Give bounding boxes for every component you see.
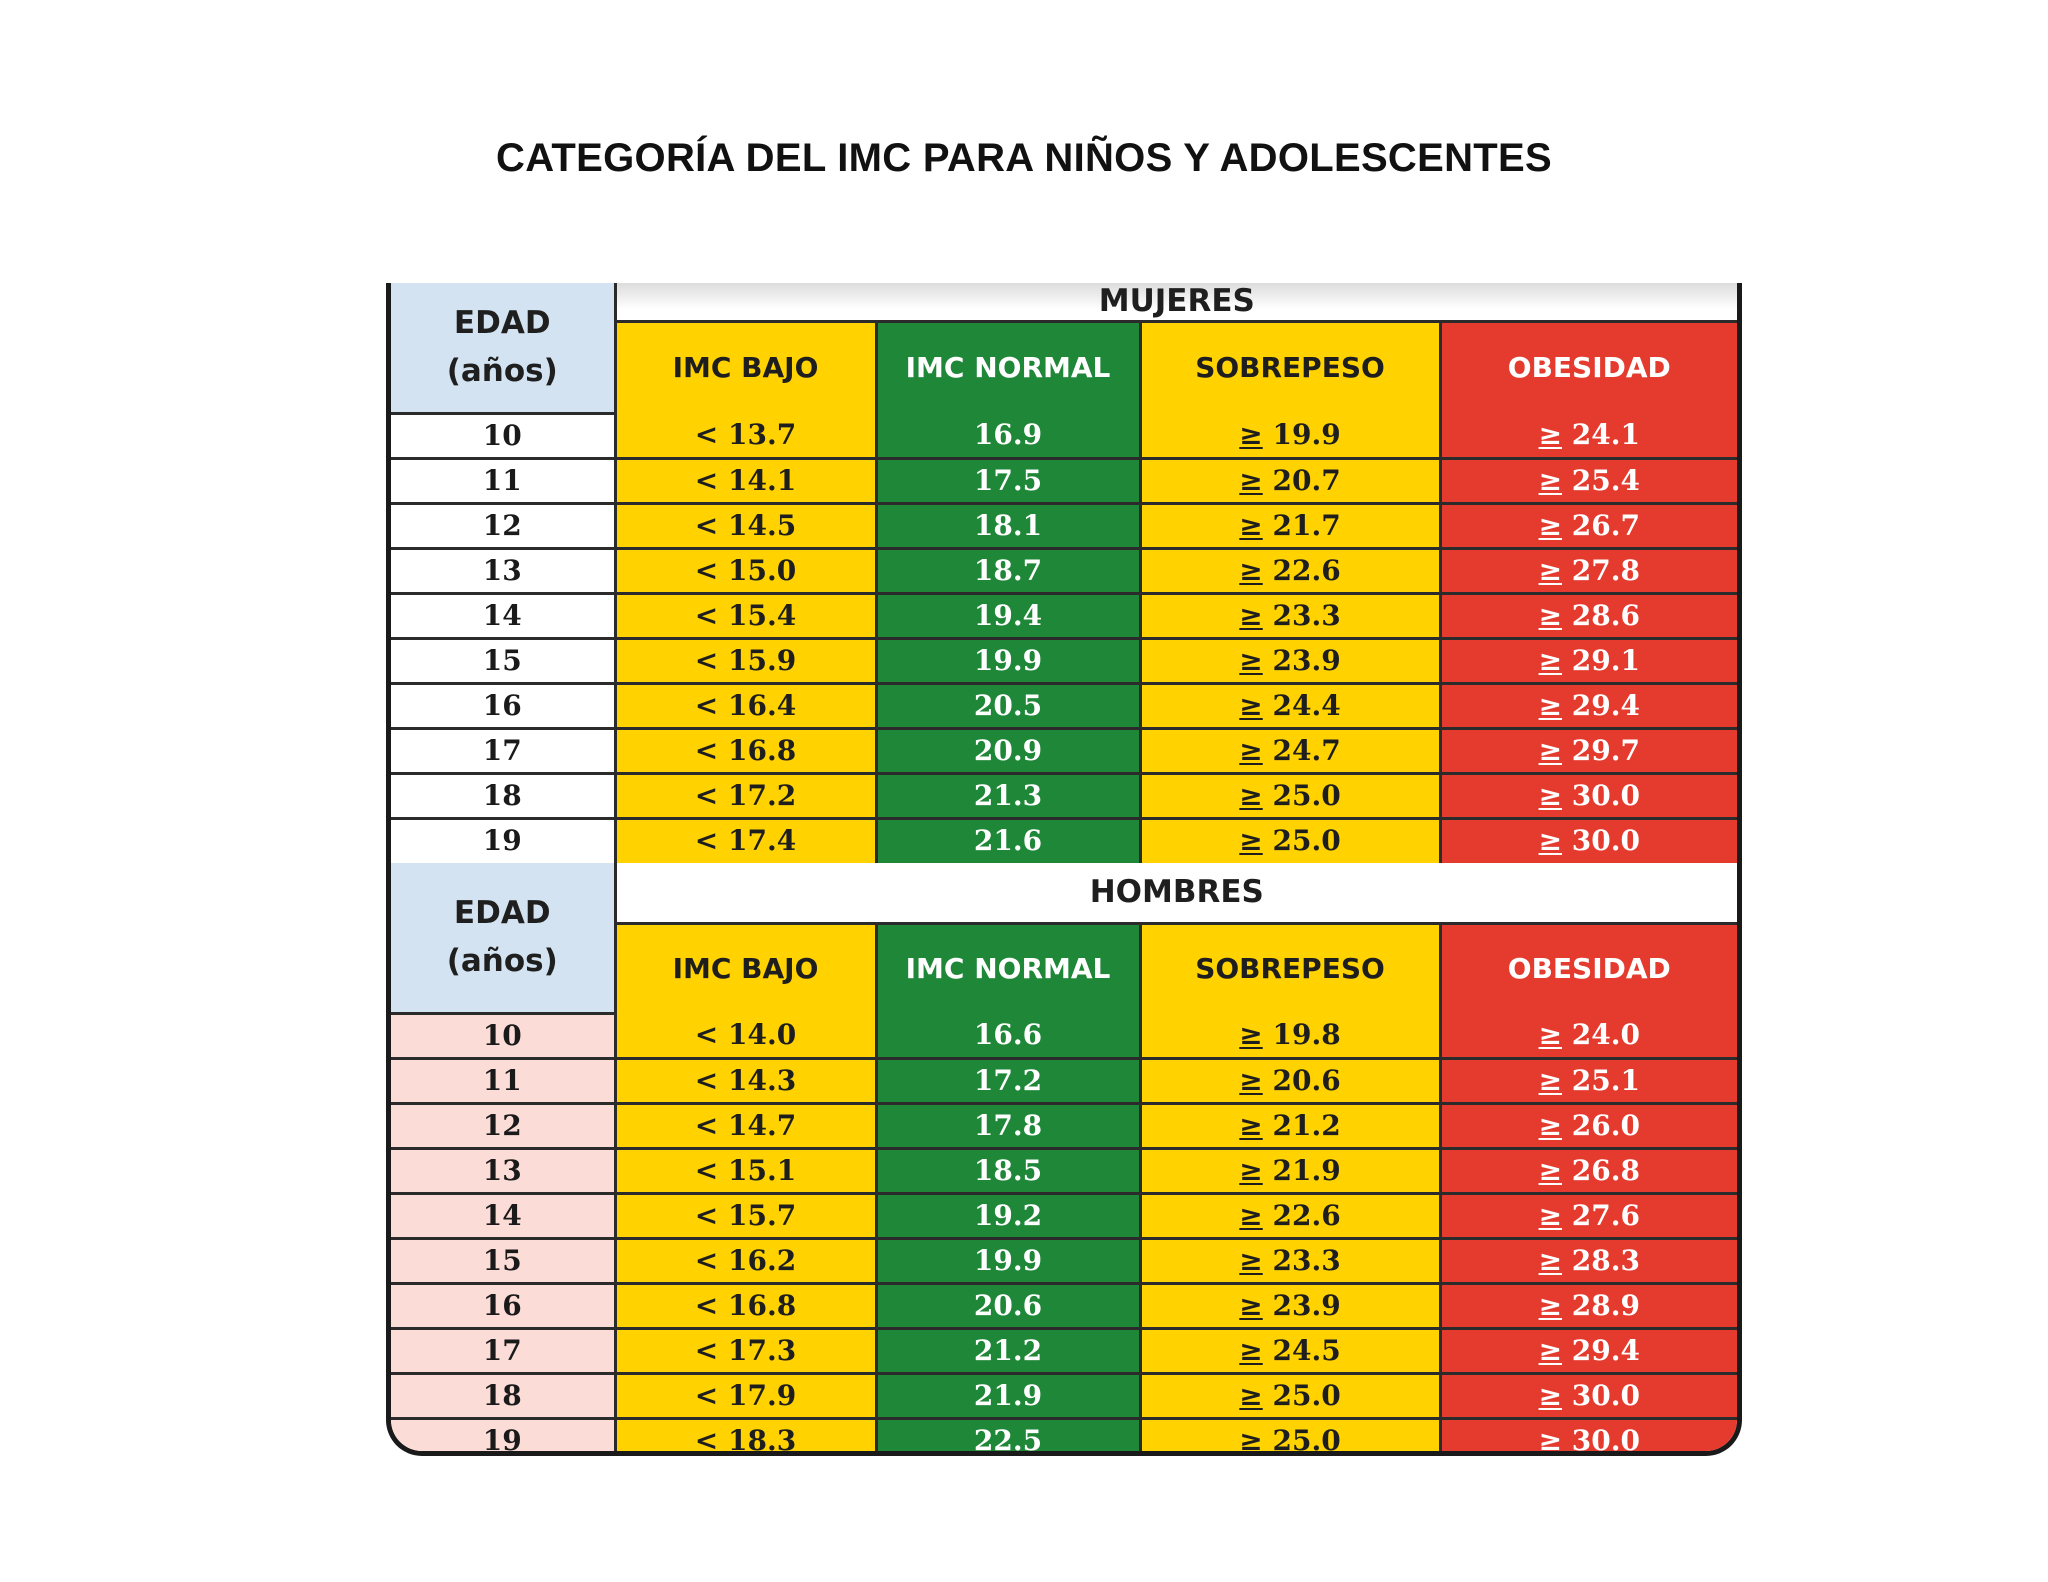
ge-symbol: ≥ xyxy=(1538,688,1563,722)
imc-normal-cell: 16.6 xyxy=(876,1013,1140,1058)
sobrepeso-cell xyxy=(1140,683,1440,728)
sobrepeso-cell xyxy=(1140,1418,1440,1456)
sobrepeso-value: 22.6 xyxy=(1272,553,1341,587)
ge-symbol: ≥ xyxy=(1239,1198,1263,1232)
imc-normal-cell: 21.9 xyxy=(876,1373,1140,1418)
age-cell: 14 xyxy=(391,593,615,638)
sobrepeso-cell xyxy=(1140,1283,1440,1328)
sobrepeso-value: 23.3 xyxy=(1272,1243,1341,1277)
hombres-row-17 xyxy=(391,1328,1737,1373)
obesidad-value: 27.6 xyxy=(1571,1198,1640,1232)
age-header-anos: (años) xyxy=(446,353,558,390)
obesidad-cell xyxy=(1440,1283,1737,1328)
sobrepeso-value: 22.6 xyxy=(1272,1198,1341,1232)
obesidad-cell xyxy=(1440,413,1737,458)
imc-normal-cell: 20.5 xyxy=(876,683,1140,728)
imc-normal-cell: 21.6 xyxy=(876,818,1140,863)
ge-symbol: ≥ xyxy=(1538,1198,1563,1232)
imc-bajo-cell: < 18.3 xyxy=(615,1418,876,1456)
mujeres-row-19 xyxy=(391,818,1737,863)
age-cell: 14 xyxy=(391,1193,615,1238)
ge-symbol: ≥ xyxy=(1538,824,1563,858)
age-cell: 19 xyxy=(391,818,615,863)
hombres-col-obesidad: OBESIDAD xyxy=(1440,923,1737,1013)
ge-symbol: ≥ xyxy=(1538,1243,1563,1277)
obesidad-value: 26.8 xyxy=(1571,1153,1640,1187)
obesidad-cell xyxy=(1440,818,1737,863)
sobrepeso-cell xyxy=(1140,1013,1440,1058)
mujeres-header: MUJERES xyxy=(615,283,1737,321)
sobrepeso-value: 19.9 xyxy=(1272,417,1341,451)
imc-normal-cell: 18.5 xyxy=(876,1148,1140,1193)
age-header-edad: EDAD xyxy=(453,305,551,342)
age-cell: 18 xyxy=(391,773,615,818)
sobrepeso-cell xyxy=(1140,728,1440,773)
imc-bajo-cell: < 14.1 xyxy=(615,458,876,503)
imc-normal-cell: 19.2 xyxy=(876,1193,1140,1238)
ge-symbol: ≥ xyxy=(1239,688,1263,722)
imc-bajo-cell: < 16.4 xyxy=(615,683,876,728)
imc-bajo-cell: < 15.7 xyxy=(615,1193,876,1238)
sobrepeso-cell xyxy=(1140,1373,1440,1418)
hombres-row-11 xyxy=(391,1058,1737,1103)
mujeres-row-10 xyxy=(391,413,1737,458)
obesidad-cell xyxy=(1440,1373,1737,1418)
imc-normal-cell: 17.5 xyxy=(876,458,1140,503)
ge-symbol: ≥ xyxy=(1538,463,1563,497)
ge-symbol: ≥ xyxy=(1239,1378,1263,1412)
obesidad-value: 29.1 xyxy=(1571,643,1640,677)
obesidad-cell xyxy=(1440,683,1737,728)
hombres-row-14 xyxy=(391,1193,1737,1238)
obesidad-value: 28.3 xyxy=(1571,1243,1640,1277)
obesidad-cell xyxy=(1440,728,1737,773)
obesidad-value: 29.7 xyxy=(1571,733,1640,767)
age-header-edad: EDAD xyxy=(453,895,551,932)
ge-symbol: ≥ xyxy=(1538,733,1563,767)
age-cell: 16 xyxy=(391,1283,615,1328)
sobrepeso-cell xyxy=(1140,503,1440,548)
bmi-table xyxy=(386,283,1742,1456)
age-cell: 15 xyxy=(391,638,615,683)
hombres-col-imc-bajo: IMC BAJO xyxy=(615,923,876,1013)
imc-bajo-cell: < 17.9 xyxy=(615,1373,876,1418)
mujeres-col-obesidad: OBESIDAD xyxy=(1440,321,1737,413)
hombres-row-18 xyxy=(391,1373,1737,1418)
mujeres-row-11 xyxy=(391,458,1737,503)
ge-symbol: ≥ xyxy=(1538,1288,1563,1322)
sobrepeso-value: 21.7 xyxy=(1272,508,1341,542)
sobrepeso-cell xyxy=(1140,593,1440,638)
sobrepeso-value: 24.5 xyxy=(1272,1333,1341,1367)
imc-bajo-cell: < 15.9 xyxy=(615,638,876,683)
ge-symbol: ≥ xyxy=(1239,553,1263,587)
hombres-row-13 xyxy=(391,1148,1737,1193)
imc-normal-cell: 19.9 xyxy=(876,638,1140,683)
obesidad-cell xyxy=(1440,1193,1737,1238)
sobrepeso-value: 24.7 xyxy=(1272,733,1341,767)
mujeres-row-15 xyxy=(391,638,1737,683)
obesidad-cell xyxy=(1440,503,1737,548)
obesidad-value: 29.4 xyxy=(1571,1333,1640,1367)
imc-bajo-cell: < 17.2 xyxy=(615,773,876,818)
obesidad-cell xyxy=(1440,1058,1737,1103)
ge-symbol: ≥ xyxy=(1239,1424,1263,1456)
hombres-row-12 xyxy=(391,1103,1737,1148)
imc-normal-cell: 16.9 xyxy=(876,413,1140,458)
imc-normal-cell: 17.8 xyxy=(876,1103,1140,1148)
mujeres-age-header xyxy=(391,283,615,413)
imc-bajo-cell: < 17.3 xyxy=(615,1328,876,1373)
mujeres-row-16 xyxy=(391,683,1737,728)
ge-symbol: ≥ xyxy=(1239,1243,1263,1277)
obesidad-value: 30.0 xyxy=(1571,824,1640,858)
imc-bajo-cell: < 14.0 xyxy=(615,1013,876,1058)
imc-bajo-cell: < 14.7 xyxy=(615,1103,876,1148)
ge-symbol: ≥ xyxy=(1239,598,1263,632)
page-title: CATEGORÍA DEL IMC PARA NIÑOS Y ADOLESCENTES xyxy=(496,136,1552,180)
sobrepeso-value: 25.0 xyxy=(1272,1378,1341,1412)
mujeres-row-13 xyxy=(391,548,1737,593)
mujeres-col-imc-bajo: IMC BAJO xyxy=(615,321,876,413)
sobrepeso-value: 25.0 xyxy=(1272,778,1341,812)
hombres-col-imc-normal: IMC NORMAL xyxy=(876,923,1140,1013)
imc-normal-cell: 19.4 xyxy=(876,593,1140,638)
mujeres-col-sobrepeso: SOBREPESO xyxy=(1140,321,1440,413)
age-header-anos: (años) xyxy=(446,943,558,980)
ge-symbol: ≥ xyxy=(1538,1017,1563,1051)
obesidad-value: 24.0 xyxy=(1571,1017,1640,1051)
sobrepeso-cell xyxy=(1140,1328,1440,1373)
sobrepeso-cell xyxy=(1140,1238,1440,1283)
obesidad-value: 30.0 xyxy=(1571,778,1640,812)
age-cell: 18 xyxy=(391,1373,615,1418)
ge-symbol: ≥ xyxy=(1538,417,1563,451)
sobrepeso-cell xyxy=(1140,1193,1440,1238)
age-cell: 10 xyxy=(391,413,615,458)
obesidad-value: 30.0 xyxy=(1571,1378,1640,1412)
ge-symbol: ≥ xyxy=(1239,1017,1263,1051)
obesidad-cell xyxy=(1440,1148,1737,1193)
age-cell: 11 xyxy=(391,1058,615,1103)
sobrepeso-value: 23.9 xyxy=(1272,643,1341,677)
imc-normal-cell: 18.1 xyxy=(876,503,1140,548)
ge-symbol: ≥ xyxy=(1538,1378,1563,1412)
age-cell: 12 xyxy=(391,1103,615,1148)
sobrepeso-cell xyxy=(1140,1058,1440,1103)
obesidad-cell xyxy=(1440,1328,1737,1373)
imc-normal-cell: 17.2 xyxy=(876,1058,1140,1103)
imc-bajo-cell: < 16.8 xyxy=(615,1283,876,1328)
hombres-col-sobrepeso: SOBREPESO xyxy=(1140,923,1440,1013)
obesidad-cell xyxy=(1440,638,1737,683)
ge-symbol: ≥ xyxy=(1239,778,1263,812)
mujeres-row-18 xyxy=(391,773,1737,818)
sobrepeso-cell xyxy=(1140,458,1440,503)
imc-normal-cell: 20.9 xyxy=(876,728,1140,773)
ge-symbol: ≥ xyxy=(1239,1108,1263,1142)
age-cell: 13 xyxy=(391,1148,615,1193)
imc-normal-cell: 21.2 xyxy=(876,1328,1140,1373)
obesidad-value: 29.4 xyxy=(1571,688,1640,722)
mujeres-rows xyxy=(391,413,1737,863)
obesidad-value: 24.1 xyxy=(1571,417,1640,451)
sobrepeso-value: 23.3 xyxy=(1272,598,1341,632)
ge-symbol: ≥ xyxy=(1538,1063,1563,1097)
imc-bajo-cell: < 15.4 xyxy=(615,593,876,638)
obesidad-cell xyxy=(1440,1013,1737,1058)
imc-bajo-cell: < 16.2 xyxy=(615,1238,876,1283)
obesidad-cell xyxy=(1440,1103,1737,1148)
sobrepeso-cell xyxy=(1140,1103,1440,1148)
hombres-row-15 xyxy=(391,1238,1737,1283)
age-cell: 17 xyxy=(391,1328,615,1373)
ge-symbol: ≥ xyxy=(1239,508,1263,542)
imc-bajo-cell: < 14.5 xyxy=(615,503,876,548)
age-cell: 19 xyxy=(391,1418,615,1456)
bmi-table-grid xyxy=(391,283,1737,1456)
ge-symbol: ≥ xyxy=(1239,1063,1263,1097)
obesidad-cell xyxy=(1440,773,1737,818)
mujeres-section xyxy=(391,283,1737,413)
imc-bajo-cell: < 13.7 xyxy=(615,413,876,458)
obesidad-value: 25.1 xyxy=(1571,1063,1640,1097)
sobrepeso-cell xyxy=(1140,773,1440,818)
sobrepeso-cell xyxy=(1140,413,1440,458)
sobrepeso-cell xyxy=(1140,818,1440,863)
obesidad-value: 25.4 xyxy=(1571,463,1640,497)
ge-symbol: ≥ xyxy=(1239,1153,1263,1187)
hombres-rows xyxy=(391,1013,1737,1456)
obesidad-cell xyxy=(1440,593,1737,638)
mujeres-row-17 xyxy=(391,728,1737,773)
imc-normal-cell: 22.5 xyxy=(876,1418,1140,1456)
obesidad-cell xyxy=(1440,458,1737,503)
hombres-row-19 xyxy=(391,1418,1737,1456)
mujeres-row-12 xyxy=(391,503,1737,548)
ge-symbol: ≥ xyxy=(1239,1333,1263,1367)
ge-symbol: ≥ xyxy=(1538,778,1563,812)
age-cell: 15 xyxy=(391,1238,615,1283)
ge-symbol: ≥ xyxy=(1538,1424,1563,1456)
sobrepeso-value: 20.7 xyxy=(1272,463,1341,497)
sobrepeso-value: 21.9 xyxy=(1272,1153,1341,1187)
hombres-row-16 xyxy=(391,1283,1737,1328)
obesidad-value: 26.7 xyxy=(1571,508,1640,542)
sobrepeso-cell xyxy=(1140,548,1440,593)
obesidad-value: 30.0 xyxy=(1571,1424,1640,1456)
imc-normal-cell: 19.9 xyxy=(876,1238,1140,1283)
hombres-header: HOMBRES xyxy=(615,863,1737,923)
sobrepeso-value: 25.0 xyxy=(1272,1424,1341,1456)
hombres-section xyxy=(391,863,1737,1013)
ge-symbol: ≥ xyxy=(1239,824,1263,858)
ge-symbol: ≥ xyxy=(1538,553,1563,587)
obesidad-cell xyxy=(1440,1418,1737,1456)
mujeres-col-imc-normal: IMC NORMAL xyxy=(876,321,1140,413)
ge-symbol: ≥ xyxy=(1239,417,1263,451)
imc-normal-cell: 18.7 xyxy=(876,548,1140,593)
obesidad-value: 27.8 xyxy=(1571,553,1640,587)
sobrepeso-value: 19.8 xyxy=(1272,1017,1341,1051)
obesidad-value: 28.9 xyxy=(1571,1288,1640,1322)
age-cell: 16 xyxy=(391,683,615,728)
ge-symbol: ≥ xyxy=(1239,733,1263,767)
ge-symbol: ≥ xyxy=(1538,643,1563,677)
age-cell: 13 xyxy=(391,548,615,593)
imc-normal-cell: 20.6 xyxy=(876,1283,1140,1328)
mujeres-row-14 xyxy=(391,593,1737,638)
ge-symbol: ≥ xyxy=(1538,1153,1563,1187)
ge-symbol: ≥ xyxy=(1538,508,1563,542)
sobrepeso-value: 24.4 xyxy=(1272,688,1341,722)
sobrepeso-value: 20.6 xyxy=(1272,1063,1341,1097)
age-cell: 17 xyxy=(391,728,615,773)
obesidad-value: 28.6 xyxy=(1571,598,1640,632)
imc-normal-cell: 21.3 xyxy=(876,773,1140,818)
sobrepeso-value: 21.2 xyxy=(1272,1108,1341,1142)
hombres-age-header xyxy=(391,863,615,1013)
age-cell: 10 xyxy=(391,1013,615,1058)
ge-symbol: ≥ xyxy=(1239,643,1263,677)
imc-bajo-cell: < 17.4 xyxy=(615,818,876,863)
imc-bajo-cell: < 14.3 xyxy=(615,1058,876,1103)
ge-symbol: ≥ xyxy=(1239,463,1263,497)
sobrepeso-value: 23.9 xyxy=(1272,1288,1341,1322)
obesidad-cell xyxy=(1440,1238,1737,1283)
age-cell: 11 xyxy=(391,458,615,503)
sobrepeso-cell xyxy=(1140,638,1440,683)
imc-bajo-cell: < 16.8 xyxy=(615,728,876,773)
sobrepeso-value: 25.0 xyxy=(1272,824,1341,858)
obesidad-value: 26.0 xyxy=(1571,1108,1640,1142)
ge-symbol: ≥ xyxy=(1538,1108,1563,1142)
ge-symbol: ≥ xyxy=(1538,1333,1563,1367)
imc-bajo-cell: < 15.1 xyxy=(615,1148,876,1193)
age-cell: 12 xyxy=(391,503,615,548)
obesidad-cell xyxy=(1440,548,1737,593)
ge-symbol: ≥ xyxy=(1239,1288,1263,1322)
hombres-row-10 xyxy=(391,1013,1737,1058)
ge-symbol: ≥ xyxy=(1538,598,1563,632)
sobrepeso-cell xyxy=(1140,1148,1440,1193)
imc-bajo-cell: < 15.0 xyxy=(615,548,876,593)
